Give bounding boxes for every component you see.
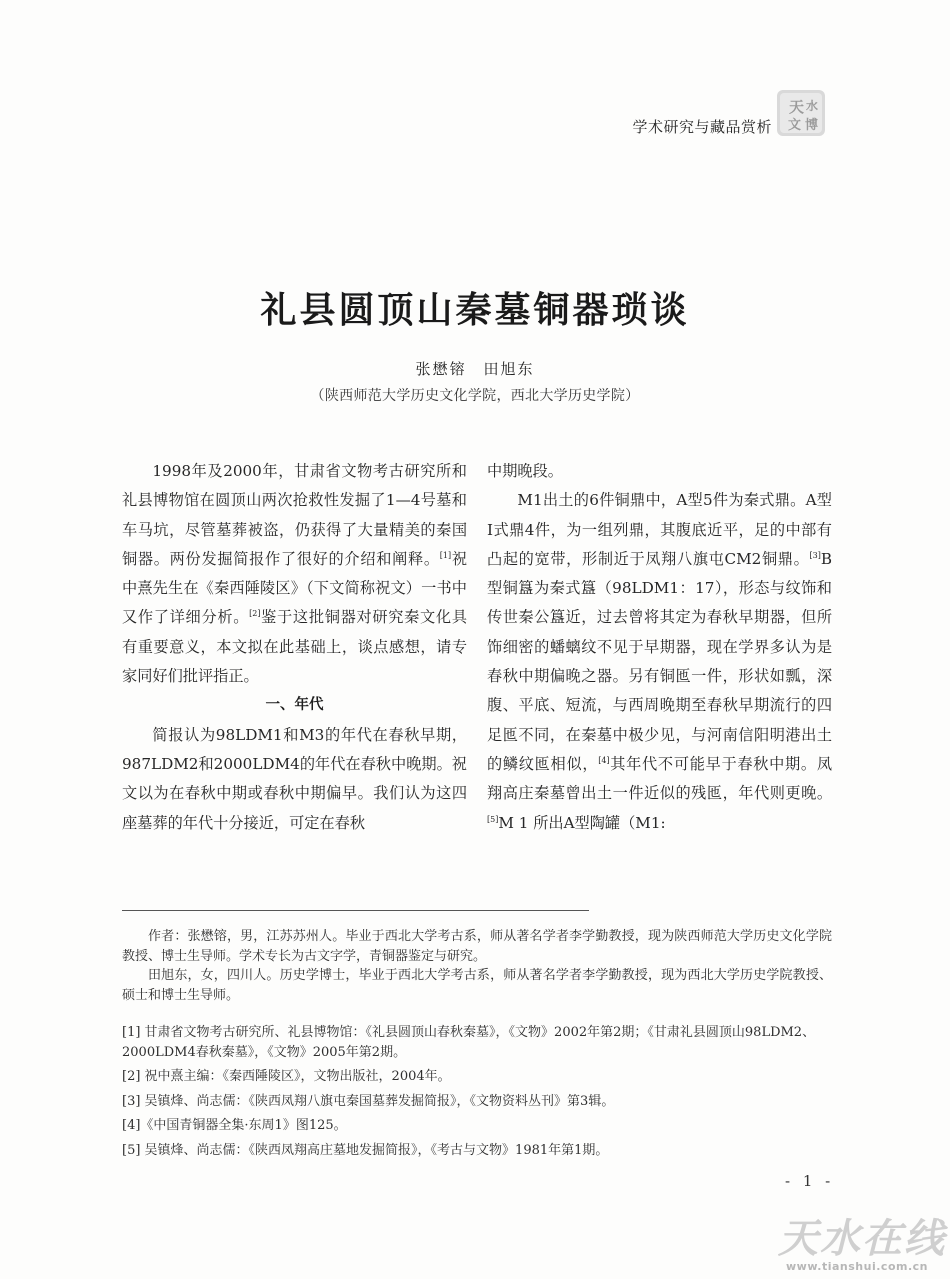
svg-text:水: 水 (806, 99, 819, 113)
citation-marker: [1] (439, 550, 452, 560)
body-column-left (122, 457, 467, 838)
reference-item: [5] 吴镇烽、尚志儒：《陕西凤翔高庄墓地发掘简报》，《考古与文物》1981年第1期。 (122, 1142, 609, 1158)
section-heading: 一、年代 (265, 697, 324, 714)
author-note: 作者：张懋镕，男，江苏苏州人。毕业于西北大学考古系，师从著名学者李学勤教授，现为陕西师范大学历史文化学院教授、博士生导师。学术专长为古文字学，青铜器鉴定与研究。 (122, 929, 832, 964)
reference-item: [2] 祝中熹主编：《秦西陲陵区》，文物出版社，2004年。 (122, 1069, 451, 1084)
body-paragraph (122, 457, 467, 691)
reference-list (122, 1023, 832, 1165)
author-note: 田旭东，女，四川人。历史学博士，毕业于西北大学考古系，师从著名学者李学勤教授，现为西北大学历史学院教授、硕士和博士生导师。 (122, 968, 832, 1003)
citation-marker: [3] (809, 550, 821, 560)
body-text: 其年代不可能早于春秋中期。凤翔高庄秦墓曾出土一件近似的残匜，年代则更晚。 (487, 754, 833, 803)
body-text: 1998年及2000年，甘肃省文物考古研究所和礼县博物馆在圆顶山两次抢救性发掘了1—4号墓和车马坑，尽管墓葬被盗，仍获得了大量精美的秦国铜器。两份发掘简报作了很好的介绍和阐释。 (122, 462, 467, 568)
reference-item: [3] 吴镇烽、尚志儒：《陕西凤翔八旗屯秦国墓葬发掘简报》，《文物资料丛刊》第3辑。 (122, 1093, 615, 1109)
journal-seal-logo (775, 88, 827, 138)
body-text: 祝中熹先生在《秦西陲陵区》（下文简称祝文）一书中又作了详细分析。 (122, 549, 468, 627)
citation-marker: [2] (249, 609, 261, 619)
article-affiliation: （陕西师范大学历史文化学院，西北大学历史学院） (310, 388, 640, 404)
page-number: - 1 - (785, 1172, 835, 1190)
svg-text:博: 博 (805, 118, 819, 133)
article-title: 礼县圆顶山秦墓铜器琐谈 (260, 289, 690, 331)
body-text: M1出土的6件铜鼎中，A型5件为秦式鼎。A型Ⅰ式鼎4件，为一组列鼎，其腹底近平，足的中部有凸起的宽带，形制近于凤翔八旗屯CM2铜鼎。 (487, 491, 832, 568)
body-text: M 1 所出A型陶罐（M1: (498, 813, 666, 832)
body-text: B型铜簋为秦式簋（98LDM1：17），形态与纹饰和传世秦公簋近，过去曾将其定为春秋早期器，但所饰细密的蟠螭纹不见于早期器，现在学界多认为是春秋中期偏晚之器。另有铜匜一件，形状如瓢，深腹、平底、短流，与西周晚期至春秋早期流行的四足匜不同，在秦墓中极少见，与河南信阳明港出土的鳞纹匜相似， (487, 549, 832, 773)
body-paragraph-continuation: 中期晚段。 (487, 462, 563, 480)
citation-marker: [4] (598, 755, 610, 765)
svg-text:文: 文 (788, 118, 802, 133)
article-authors: 张懋镕 田旭东 (415, 360, 535, 378)
svg-text:天水在线: 天水在线 (778, 1215, 946, 1262)
watermark-url: www.tianshui.com.cn (786, 1260, 928, 1273)
reference-item: [1] 甘肃省文物考古研究所、礼县博物馆：《礼县圆顶山春秋秦墓》，《文物》2002年第2期；《甘肃礼县圆顶山98LDM2、2000LDM4春秋秦墓》，《文物》2005年第2期。 (122, 1025, 816, 1060)
body-paragraph (487, 486, 832, 838)
author-notes (122, 927, 832, 1005)
svg-text:天: 天 (789, 98, 805, 116)
body-column-right (487, 457, 832, 838)
footnote-divider (122, 910, 589, 911)
section-header: 学术研究与藏品赏析 (632, 118, 772, 136)
body-text: 鉴于这批铜器对研究秦文化具有重要意义，本文拟在此基础上，谈点感想，请专家同好们批评指正。 (122, 608, 468, 686)
body-paragraph: 简报认为98LDM1和M3的年代在春秋早期，987LDM2和2000LDM4的年代在春秋中晚期。祝文以为在春秋中期或春秋中期偏早。我们认为这四座墓葬的年代十分接近，可定在春秋 (122, 725, 467, 832)
citation-marker: [5] (487, 814, 499, 824)
reference-item: [4]《中国青铜器全集·东周1》图125。 (122, 1118, 347, 1133)
